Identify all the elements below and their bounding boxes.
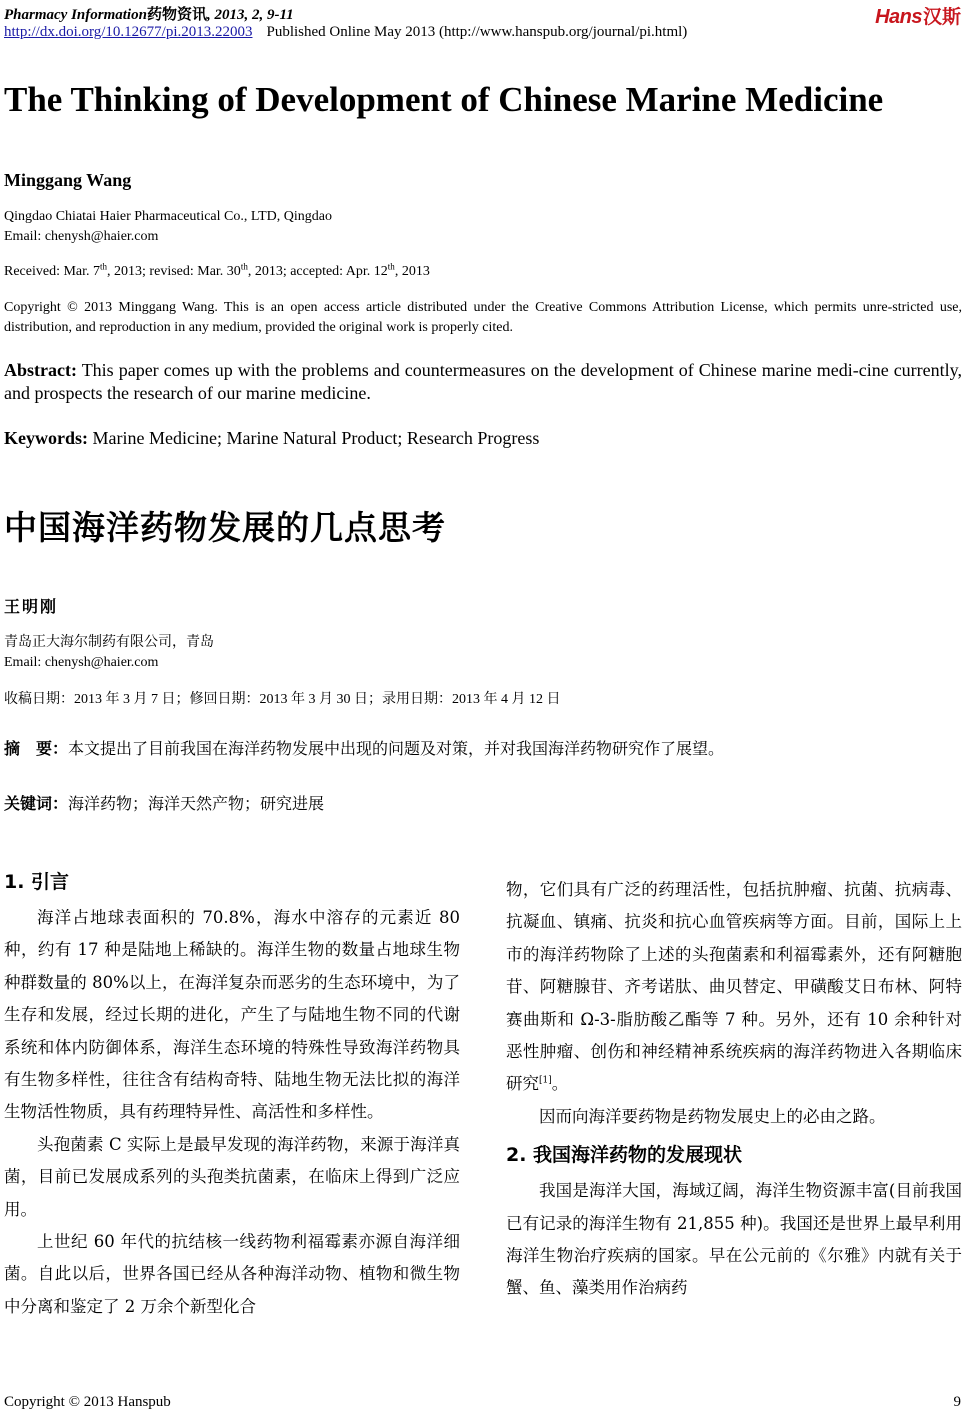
superscript: th: [387, 261, 395, 272]
body-column-right: [506, 874, 962, 1305]
keywords-en: [4, 428, 539, 449]
paragraph-end: 。: [551, 1074, 569, 1094]
author-en: Minggang Wang: [4, 170, 132, 190]
logo-text-en: Hans: [875, 6, 922, 28]
paper-title-cn: 中国海洋药物发展的几点思考: [4, 508, 446, 547]
affiliation-text-en: Qingdao Chiatai Haier Pharmaceutical Co., LTD, Qingdao: [4, 209, 333, 224]
affiliation-cn: [4, 633, 214, 673]
revised-text: , 2013; revised: Mar. 30: [107, 264, 241, 279]
affiliation-en: [4, 207, 332, 247]
superscript: th: [240, 261, 248, 272]
journal-header: [4, 3, 294, 24]
journal-name-cn: 药物资讯: [146, 7, 207, 23]
paper-title-en: The Thinking of Development of Chinese Marine Medicine: [4, 80, 884, 119]
keywords-label-cn: 关键词：: [4, 794, 69, 813]
logo-text-cn: 汉斯: [922, 6, 961, 28]
journal-issue: , 2013, 2, 9-11: [206, 7, 294, 23]
affiliation-text-cn: 青岛正大海尔制药有限公司，青岛: [4, 635, 214, 650]
paragraph: 头孢菌素 C 实际上是最早发现的海洋药物，来源于海洋真菌，目前已发展成系列的头孢类抗菌素，在临床上得到广泛应用。: [4, 1134, 460, 1219]
abstract-label-cn: 摘 要：: [4, 739, 69, 758]
received-dates-cn: 收稿日期：2013 年 3 月 7 日；修回日期：2013 年 3 月 30 日；录用日期：2013 年 4 月 12 日: [4, 692, 561, 707]
citation-ref[interactable]: [1]: [539, 1075, 552, 1086]
keywords-text-cn: 海洋药物；海洋天然产物；研究进展: [68, 794, 325, 813]
abstract-cn: [4, 737, 724, 761]
abstract-text-en: This paper comes up with the problems and countermeasures on the development of Chinese marine medi-cine currently, and prospects the research of our marine medicine.: [4, 360, 962, 403]
section-1-heading: 1. 引言: [4, 871, 70, 893]
doi-link[interactable]: http://dx.doi.org/10.12677/pi.2013.22003: [4, 24, 253, 40]
keywords-text-en: Marine Medicine; Marine Natural Product; Research Progress: [92, 428, 540, 448]
section-2-heading: 2. 我国海洋药物的发展现状: [506, 1144, 743, 1167]
year-text: , 2013: [394, 264, 430, 279]
keywords-cn: [4, 792, 324, 816]
email-cn: Email: chenysh@haier.com: [4, 655, 159, 670]
superscript: th: [100, 261, 108, 272]
abstract-en: [4, 359, 962, 405]
paragraph: 因而向海洋要药物是药物发展史上的必由之路。: [539, 1106, 886, 1126]
body-column-left: [4, 868, 460, 1323]
paragraph: [506, 874, 962, 1101]
author-cn: 王明刚: [4, 597, 59, 616]
doi-line: [4, 24, 687, 41]
paragraph: 海洋占地球表面积的 70.8%，海水中溶存的元素近 80 种，约有 17 种是陆地上稀缺的。海洋生物的数量占地球生物种群数量的 80%以上，在海洋复杂而恶劣的生态环境中，为了生存和发展，经过长期的进化，产生了与陆地生物不同的代谢系统和体内防御体系，海洋生态环境的特殊性导致海洋药物具有生物多样性，往往含有结构奇特、陆地生物无法比拟的海洋生物活性物质，具有药理特异性、高活性和多样性。: [4, 908, 460, 1122]
page-number: 9: [953, 1394, 961, 1410]
copyright-notice: Copyright © 2013 Minggang Wang. This is an open access article distributed under the Creative Commons Attribution License, which permits unre-stricted use, distribution, and reproduction in any medium, provided the original work is properly cited.: [4, 300, 962, 335]
journal-name: Pharmacy Information: [4, 7, 147, 23]
keywords-label-en: Keywords:: [4, 428, 88, 448]
accepted-text: , 2013; accepted: Apr. 12: [247, 264, 388, 279]
paragraph: 我国是海洋大国，海域辽阔，海洋生物资源丰富(目前我国已有记录的海洋生物有 21,855 种)。我国还是世界上最早利用海洋生物治疗疾病的国家。早在公元前的《尔雅》内就有关于蟹、鱼、藻类用作治病药: [506, 1181, 962, 1298]
received-text: Received: Mar. 7: [4, 264, 101, 279]
paragraph-text: 物，它们具有广泛的药理活性，包括抗肿瘤、抗菌、抗病毒、抗凝血、镇痛、抗炎和抗心血管疾病等方面。目前，国际上上市的海洋药物除了上述的头孢菌素和利福霉素外，还有阿糖胞苷、阿糖腺苷、齐考诺肽、曲贝替定、甲磺酸艾日布林、阿特赛曲斯和 Ω-3-脂肪酸乙酯等 7 种。另外，还有 10 余种针对恶性肿瘤、创伤和神经精神系统疾病的海洋药物进入各期临床研究: [506, 880, 962, 1094]
paragraph: 上世纪 60 年代的抗结核一线药物利福霉素亦源自海洋细菌。自此以后，世界各国已经从各种海洋动物、植物和微生物中分离和鉴定了 2 万余个新型化合: [4, 1232, 460, 1316]
received-dates-en: [4, 262, 430, 282]
published-online: Published Online May 2013 (http://www.hanspub.org/journal/pi.html): [266, 24, 688, 40]
hanspub-logo: [875, 2, 961, 29]
abstract-label-en: Abstract:: [4, 360, 77, 380]
footer-copyright: Copyright © 2013 Hanspub: [4, 1394, 171, 1410]
abstract-text-cn: 本文提出了目前我国在海洋药物发展中出现的问题及对策，并对我国海洋药物研究作了展望。: [68, 739, 725, 758]
email-en: Email: chenysh@haier.com: [4, 229, 159, 244]
